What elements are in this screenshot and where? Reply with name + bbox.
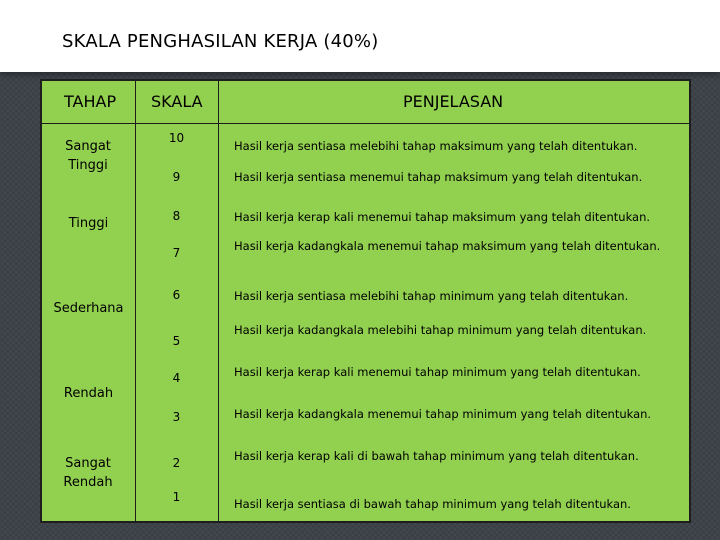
penjelasan-text: Hasil kerja sentiasa melebihi tahap maksimum yang telah ditentukan. [234,139,638,153]
penjelasan-text: Hasil kerja kadangkala menemui tahap maksimum yang telah ditentukan. [234,239,661,253]
tahap-rendah: Rendah [63,386,114,401]
tahap-sangat-tinggi: Sangat Tinggi [65,139,111,173]
skala-value: 9 [172,170,181,184]
skala-value: 4 [172,371,181,385]
skala-value: 2 [172,456,181,470]
penjelasan-text: Hasil kerja sentiasa di bawah tahap minimum yang telah ditentukan. [234,497,631,511]
penjelasan-text: Hasil kerja kadangkala melebihi tahap minimum yang telah ditentukan. [234,323,647,337]
tahap-tinggi: Tinggi [68,216,109,231]
scale-table [40,79,691,523]
header-divider [42,123,689,124]
skala-value: 3 [172,410,181,424]
skala-value: 6 [172,288,181,302]
header-skala: SKALA [151,92,203,111]
penjelasan-text: Hasil kerja kerap kali menemui tahap minimum yang telah ditentukan. [234,365,641,379]
penjelasan-text: Hasil kerja kadangkala menemui tahap minimum yang telah ditentukan. [234,407,652,421]
skala-value: 5 [172,334,181,348]
header-tahap: TAHAP [64,92,117,111]
penjelasan-text: Hasil kerja kerap kali menemui tahap maksimum yang telah ditentukan. [234,210,651,224]
penjelasan-text: Hasil kerja kerap kali di bawah tahap minimum yang telah ditentukan. [234,449,639,463]
header-penjelasan: PENJELASAN [403,92,504,111]
page-title: SKALA PENGHASILAN KERJA (40%) [62,31,379,52]
title-panel [0,0,720,72]
skala-value: 7 [172,246,181,260]
tahap-sangat-rendah: Sangat Rendah [63,456,113,490]
tahap-sederhana: Sederhana [53,301,124,316]
column-divider [218,81,219,521]
skala-value: 10 [168,131,185,145]
skala-value: 8 [172,209,181,223]
skala-value: 1 [172,490,181,504]
penjelasan-text: Hasil kerja sentiasa menemui tahap maksimum yang telah ditentukan. [234,170,643,184]
penjelasan-text: Hasil kerja sentiasa melebihi tahap minimum yang telah ditentukan. [234,289,629,303]
